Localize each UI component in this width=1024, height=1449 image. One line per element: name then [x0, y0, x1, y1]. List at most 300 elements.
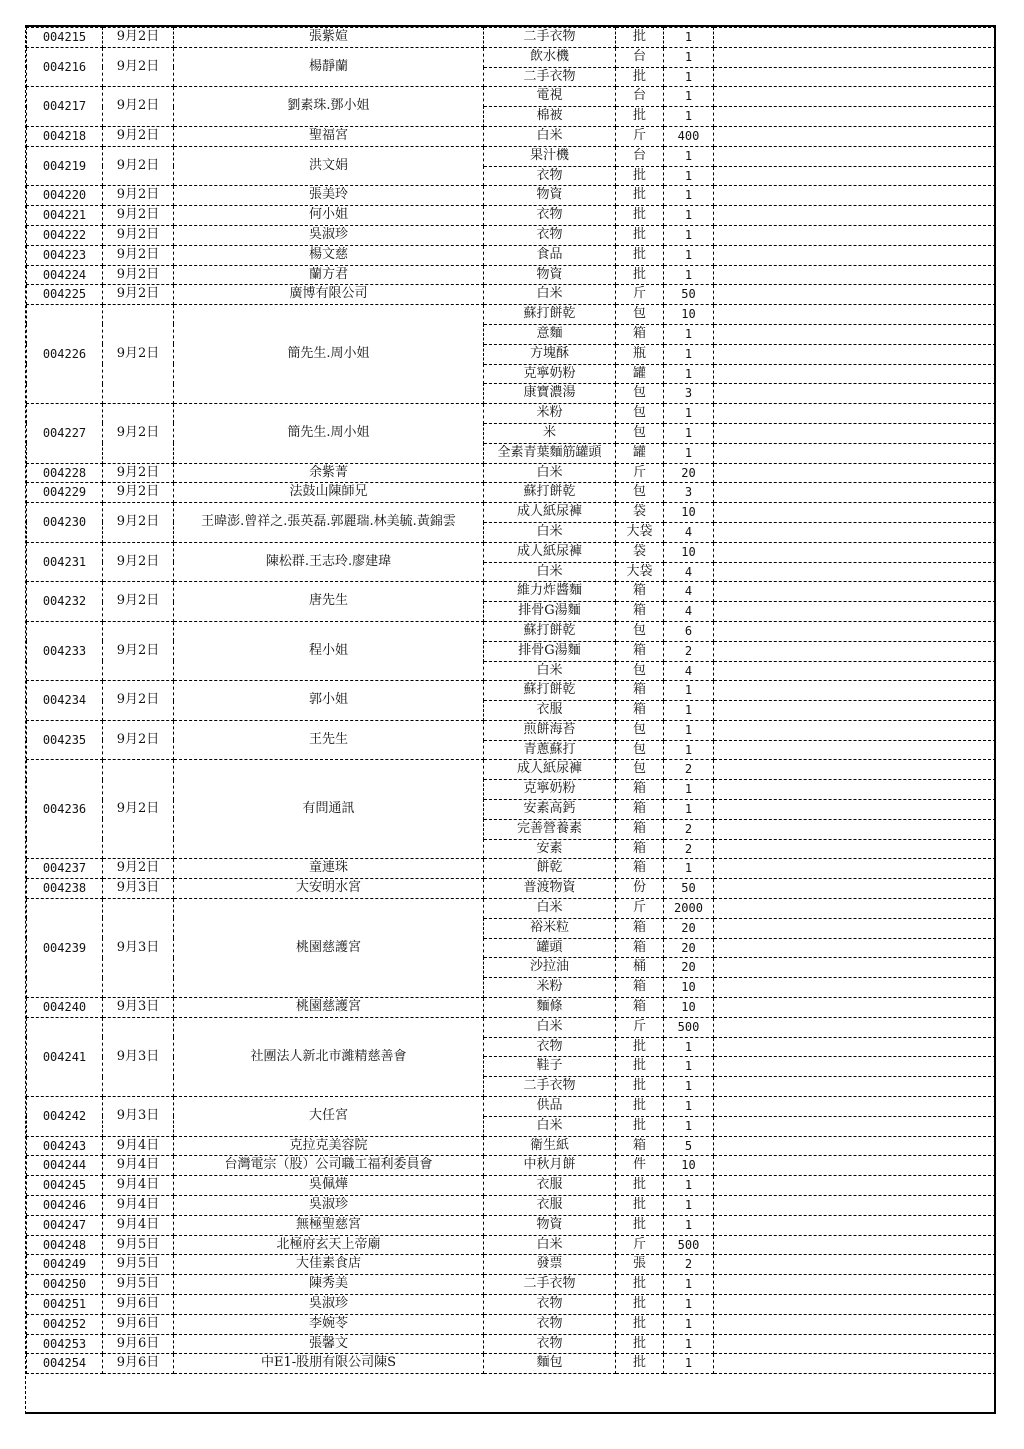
record-id: 004218	[27, 126, 103, 146]
remarks-cell	[714, 1255, 996, 1275]
remarks-cell	[714, 998, 996, 1018]
record-date: 9月4日	[103, 1156, 174, 1176]
record-date: 9月2日	[103, 146, 174, 186]
item-name: 康寶濃湯	[484, 384, 616, 404]
record-date: 9月2日	[103, 225, 174, 245]
item-unit: 批	[616, 1116, 664, 1136]
item-quantity: 50	[664, 879, 714, 899]
item-quantity: 1	[664, 800, 714, 820]
remarks-cell	[714, 1116, 996, 1136]
record-date: 9月2日	[103, 542, 174, 582]
item-unit: 批	[616, 265, 664, 285]
record-id: 004228	[27, 463, 103, 483]
item-unit: 批	[616, 206, 664, 226]
remarks-cell	[714, 562, 996, 582]
item-quantity: 1	[664, 1116, 714, 1136]
item-name: 食品	[484, 245, 616, 265]
remarks-cell	[714, 1097, 996, 1117]
item-unit: 袋	[616, 503, 664, 523]
item-unit: 包	[616, 384, 664, 404]
item-quantity: 2	[664, 819, 714, 839]
item-unit: 台	[616, 146, 664, 166]
item-quantity: 10	[664, 542, 714, 562]
remarks-cell	[714, 701, 996, 721]
item-quantity: 1	[664, 1215, 714, 1235]
remarks-cell	[714, 1235, 996, 1255]
remarks-cell	[714, 1334, 996, 1354]
record-date: 9月2日	[103, 47, 174, 87]
remarks-cell	[714, 364, 996, 384]
item-unit: 批	[616, 186, 664, 206]
item-unit: 批	[616, 1314, 664, 1334]
item-quantity: 10	[664, 1156, 714, 1176]
table-row	[27, 1275, 996, 1295]
item-quantity: 10	[664, 998, 714, 1018]
item-name: 安素	[484, 839, 616, 859]
item-quantity: 10	[664, 978, 714, 998]
record-date: 9月4日	[103, 1215, 174, 1235]
record-id: 004239	[27, 899, 103, 998]
item-unit: 包	[616, 661, 664, 681]
item-name: 衛生紙	[484, 1136, 616, 1156]
item-name: 發票	[484, 1255, 616, 1275]
item-name: 衣物	[484, 206, 616, 226]
item-name: 沙拉油	[484, 958, 616, 978]
table-row	[27, 1295, 996, 1315]
item-quantity: 1	[664, 166, 714, 186]
record-id: 004247	[27, 1215, 103, 1235]
item-name: 衣物	[484, 225, 616, 245]
table-row	[27, 1235, 996, 1255]
item-quantity: 1	[664, 324, 714, 344]
donor-name: 社團法人新北市濰精慈善會	[174, 1017, 484, 1096]
item-unit: 批	[616, 1334, 664, 1354]
table-row	[27, 305, 996, 325]
remarks-cell	[714, 285, 996, 305]
remarks-cell	[714, 859, 996, 879]
item-unit: 張	[616, 1255, 664, 1275]
item-quantity: 1	[664, 67, 714, 87]
item-unit: 包	[616, 740, 664, 760]
remarks-cell	[714, 522, 996, 542]
item-unit: 批	[616, 1354, 664, 1374]
remarks-cell	[714, 1314, 996, 1334]
table-row	[27, 28, 996, 48]
remarks-cell	[714, 1275, 996, 1295]
record-date: 9月2日	[103, 720, 174, 760]
item-quantity: 1	[664, 681, 714, 701]
item-unit: 批	[616, 107, 664, 127]
item-name: 果汁機	[484, 146, 616, 166]
record-date: 9月2日	[103, 285, 174, 305]
item-quantity: 10	[664, 305, 714, 325]
item-unit: 箱	[616, 641, 664, 661]
item-quantity: 3	[664, 483, 714, 503]
item-unit: 批	[616, 245, 664, 265]
record-id: 004248	[27, 1235, 103, 1255]
record-id: 004215	[27, 28, 103, 48]
record-date: 9月4日	[103, 1176, 174, 1196]
table-row	[27, 879, 996, 899]
record-date: 9月3日	[103, 899, 174, 998]
record-date: 9月5日	[103, 1235, 174, 1255]
remarks-cell	[714, 1136, 996, 1156]
record-date: 9月2日	[103, 245, 174, 265]
item-unit: 袋	[616, 542, 664, 562]
item-name: 白米	[484, 1017, 616, 1037]
remarks-cell	[714, 87, 996, 107]
remarks-cell	[714, 958, 996, 978]
item-name: 衣服	[484, 701, 616, 721]
donor-name: 楊文慈	[174, 245, 484, 265]
ledger-body	[27, 28, 996, 1374]
record-date: 9月6日	[103, 1314, 174, 1334]
remarks-cell	[714, 126, 996, 146]
item-quantity: 4	[664, 582, 714, 602]
donor-name: 張馨文	[174, 1334, 484, 1354]
record-id: 004240	[27, 998, 103, 1018]
item-quantity: 1	[664, 1354, 714, 1374]
item-name: 成人紙尿褲	[484, 503, 616, 523]
item-unit: 箱	[616, 918, 664, 938]
item-quantity: 400	[664, 126, 714, 146]
item-quantity: 1	[664, 146, 714, 166]
remarks-cell	[714, 245, 996, 265]
remarks-cell	[714, 344, 996, 364]
item-quantity: 2000	[664, 899, 714, 919]
item-name: 鞋子	[484, 1057, 616, 1077]
record-date: 9月2日	[103, 265, 174, 285]
table-row	[27, 1097, 996, 1117]
record-date: 9月6日	[103, 1295, 174, 1315]
table-row	[27, 483, 996, 503]
remarks-cell	[714, 978, 996, 998]
donor-name: 唐先生	[174, 582, 484, 622]
item-unit: 包	[616, 720, 664, 740]
record-id: 004220	[27, 186, 103, 206]
item-quantity: 1	[664, 245, 714, 265]
item-quantity: 1	[664, 206, 714, 226]
record-id: 004245	[27, 1176, 103, 1196]
donor-name: 簡先生.周小姐	[174, 404, 484, 463]
item-name: 白米	[484, 899, 616, 919]
item-unit: 罐	[616, 443, 664, 463]
record-id: 004253	[27, 1334, 103, 1354]
item-quantity: 10	[664, 503, 714, 523]
remarks-cell	[714, 404, 996, 424]
remarks-cell	[714, 740, 996, 760]
item-quantity: 1	[664, 1057, 714, 1077]
donor-name: 大任宮	[174, 1097, 484, 1137]
item-unit: 箱	[616, 701, 664, 721]
item-unit: 批	[616, 1295, 664, 1315]
item-quantity: 1	[664, 87, 714, 107]
remarks-cell	[714, 1156, 996, 1176]
item-unit: 份	[616, 879, 664, 899]
record-id: 004227	[27, 404, 103, 463]
item-unit: 大袋	[616, 522, 664, 542]
record-date: 9月2日	[103, 582, 174, 622]
item-name: 白米	[484, 1235, 616, 1255]
item-unit: 批	[616, 67, 664, 87]
remarks-cell	[714, 265, 996, 285]
record-id: 004237	[27, 859, 103, 879]
remarks-cell	[714, 186, 996, 206]
record-id: 004233	[27, 621, 103, 680]
item-name: 供品	[484, 1097, 616, 1117]
remarks-cell	[714, 225, 996, 245]
remarks-cell	[714, 324, 996, 344]
record-id: 004250	[27, 1275, 103, 1295]
item-name: 蘇打餅乾	[484, 305, 616, 325]
donor-name: 法鼓山陳師兄	[174, 483, 484, 503]
item-quantity: 1	[664, 1077, 714, 1097]
item-unit: 批	[616, 225, 664, 245]
donor-name: 無極聖慈宮	[174, 1215, 484, 1235]
donor-name: 何小姐	[174, 206, 484, 226]
table-row	[27, 681, 996, 701]
item-name: 青蔥蘇打	[484, 740, 616, 760]
remarks-cell	[714, 899, 996, 919]
item-name: 安素高鈣	[484, 800, 616, 820]
item-name: 煎餅海苔	[484, 720, 616, 740]
donor-name: 王暐澎.曾祥之.張英磊.郭麗瑞.林美毓.黃錦雲	[174, 503, 484, 543]
item-quantity: 2	[664, 839, 714, 859]
donor-name: 張美玲	[174, 186, 484, 206]
item-name: 蘇打餅乾	[484, 483, 616, 503]
item-quantity: 2	[664, 760, 714, 780]
record-id: 004244	[27, 1156, 103, 1176]
item-unit: 台	[616, 47, 664, 67]
item-unit: 批	[616, 1037, 664, 1057]
item-name: 意麵	[484, 324, 616, 344]
item-name: 衣物	[484, 1314, 616, 1334]
item-name: 克寧奶粉	[484, 780, 616, 800]
table-row	[27, 1255, 996, 1275]
item-unit: 箱	[616, 998, 664, 1018]
donor-name: 王先生	[174, 720, 484, 760]
table-row	[27, 225, 996, 245]
remarks-cell	[714, 918, 996, 938]
item-unit: 包	[616, 760, 664, 780]
item-unit: 箱	[616, 1136, 664, 1156]
donor-name: 劉素珠.鄧小姐	[174, 87, 484, 127]
record-id: 004229	[27, 483, 103, 503]
item-quantity: 1	[664, 701, 714, 721]
donation-ledger-sheet	[25, 25, 996, 1414]
record-date: 9月2日	[103, 760, 174, 859]
record-date: 9月2日	[103, 483, 174, 503]
table-row	[27, 265, 996, 285]
item-unit: 批	[616, 1057, 664, 1077]
item-unit: 瓶	[616, 344, 664, 364]
item-quantity: 4	[664, 522, 714, 542]
item-unit: 批	[616, 28, 664, 48]
remarks-cell	[714, 602, 996, 622]
item-quantity: 1	[664, 780, 714, 800]
donor-name: 楊靜蘭	[174, 47, 484, 87]
item-quantity: 1	[664, 107, 714, 127]
item-name: 二手衣物	[484, 67, 616, 87]
item-unit: 批	[616, 1196, 664, 1216]
item-unit: 批	[616, 1275, 664, 1295]
record-date: 9月5日	[103, 1255, 174, 1275]
item-name: 二手衣物	[484, 1077, 616, 1097]
record-id: 004219	[27, 146, 103, 186]
item-quantity: 2	[664, 641, 714, 661]
donor-name: 陳秀美	[174, 1275, 484, 1295]
record-id: 004216	[27, 47, 103, 87]
item-name: 蘇打餅乾	[484, 681, 616, 701]
table-row	[27, 582, 996, 602]
donor-name: 大安明水宮	[174, 879, 484, 899]
item-quantity: 1	[664, 1097, 714, 1117]
item-quantity: 20	[664, 918, 714, 938]
item-unit: 斤	[616, 1017, 664, 1037]
item-quantity: 1	[664, 47, 714, 67]
record-id: 004243	[27, 1136, 103, 1156]
remarks-cell	[714, 641, 996, 661]
item-name: 白米	[484, 562, 616, 582]
donation-ledger-table	[26, 27, 996, 1374]
table-row	[27, 899, 996, 919]
remarks-cell	[714, 760, 996, 780]
donor-name: 蘭方君	[174, 265, 484, 285]
remarks-cell	[714, 107, 996, 127]
record-date: 9月6日	[103, 1354, 174, 1374]
record-date: 9月2日	[103, 206, 174, 226]
donor-name: 陳松群.王志玲.廖建瑋	[174, 542, 484, 582]
item-unit: 箱	[616, 839, 664, 859]
record-id: 004236	[27, 760, 103, 859]
donor-name: 聖福宮	[174, 126, 484, 146]
table-row	[27, 1215, 996, 1235]
remarks-cell	[714, 938, 996, 958]
table-row	[27, 206, 996, 226]
record-id: 004232	[27, 582, 103, 622]
item-name: 衣服	[484, 1196, 616, 1216]
item-unit: 罐	[616, 364, 664, 384]
table-row	[27, 146, 996, 166]
item-unit: 斤	[616, 285, 664, 305]
donor-name: 張紫媗	[174, 28, 484, 48]
record-id: 004242	[27, 1097, 103, 1137]
record-id: 004224	[27, 265, 103, 285]
table-row	[27, 285, 996, 305]
remarks-cell	[714, 621, 996, 641]
item-name: 物資	[484, 265, 616, 285]
item-unit: 批	[616, 1215, 664, 1235]
record-id: 004225	[27, 285, 103, 305]
item-name: 衣物	[484, 1334, 616, 1354]
item-quantity: 3	[664, 384, 714, 404]
item-unit: 批	[616, 1077, 664, 1097]
table-row	[27, 1334, 996, 1354]
table-row	[27, 186, 996, 206]
item-quantity: 1	[664, 28, 714, 48]
remarks-cell	[714, 1176, 996, 1196]
item-quantity: 1	[664, 1295, 714, 1315]
record-id: 004226	[27, 305, 103, 404]
record-date: 9月3日	[103, 1017, 174, 1096]
remarks-cell	[714, 503, 996, 523]
remarks-cell	[714, 1037, 996, 1057]
remarks-cell	[714, 206, 996, 226]
item-quantity: 4	[664, 562, 714, 582]
donor-name: 克拉克美容院	[174, 1136, 484, 1156]
record-id: 004231	[27, 542, 103, 582]
table-row	[27, 463, 996, 483]
record-date: 9月2日	[103, 404, 174, 463]
remarks-cell	[714, 800, 996, 820]
item-quantity: 1	[664, 443, 714, 463]
remarks-cell	[714, 1057, 996, 1077]
donor-name: 桃園慈護宮	[174, 899, 484, 998]
record-id: 004252	[27, 1314, 103, 1334]
record-date: 9月3日	[103, 1097, 174, 1137]
item-quantity: 20	[664, 938, 714, 958]
item-name: 蘇打餅乾	[484, 621, 616, 641]
record-id: 004230	[27, 503, 103, 543]
item-unit: 箱	[616, 859, 664, 879]
table-row	[27, 126, 996, 146]
record-date: 9月2日	[103, 463, 174, 483]
item-quantity: 1	[664, 186, 714, 206]
donor-name: 簡先生.周小姐	[174, 305, 484, 404]
item-quantity: 6	[664, 621, 714, 641]
item-quantity: 500	[664, 1017, 714, 1037]
item-name: 成人紙尿褲	[484, 760, 616, 780]
item-unit: 大袋	[616, 562, 664, 582]
record-date: 9月4日	[103, 1136, 174, 1156]
remarks-cell	[714, 443, 996, 463]
donor-name: 吳淑珍	[174, 1196, 484, 1216]
item-unit: 包	[616, 621, 664, 641]
table-row	[27, 1136, 996, 1156]
remarks-cell	[714, 839, 996, 859]
item-name: 米粉	[484, 978, 616, 998]
item-name: 罐頭	[484, 938, 616, 958]
item-quantity: 1	[664, 1176, 714, 1196]
item-name: 克寧奶粉	[484, 364, 616, 384]
record-date: 9月2日	[103, 186, 174, 206]
item-unit: 斤	[616, 463, 664, 483]
donor-name: 大佳素食店	[174, 1255, 484, 1275]
record-date: 9月2日	[103, 28, 174, 48]
record-id: 004222	[27, 225, 103, 245]
item-unit: 批	[616, 166, 664, 186]
item-name: 飲水機	[484, 47, 616, 67]
item-name: 棉被	[484, 107, 616, 127]
record-id: 004241	[27, 1017, 103, 1096]
item-quantity: 1	[664, 720, 714, 740]
item-quantity: 500	[664, 1235, 714, 1255]
item-quantity: 20	[664, 463, 714, 483]
donor-name: 童連珠	[174, 859, 484, 879]
remarks-cell	[714, 28, 996, 48]
item-quantity: 1	[664, 404, 714, 424]
table-row	[27, 503, 996, 523]
item-unit: 桶	[616, 958, 664, 978]
remarks-cell	[714, 47, 996, 67]
item-name: 白米	[484, 522, 616, 542]
item-unit: 箱	[616, 602, 664, 622]
item-quantity: 1	[664, 1196, 714, 1216]
item-unit: 箱	[616, 978, 664, 998]
table-row	[27, 245, 996, 265]
item-name: 普渡物資	[484, 879, 616, 899]
table-row	[27, 1196, 996, 1216]
